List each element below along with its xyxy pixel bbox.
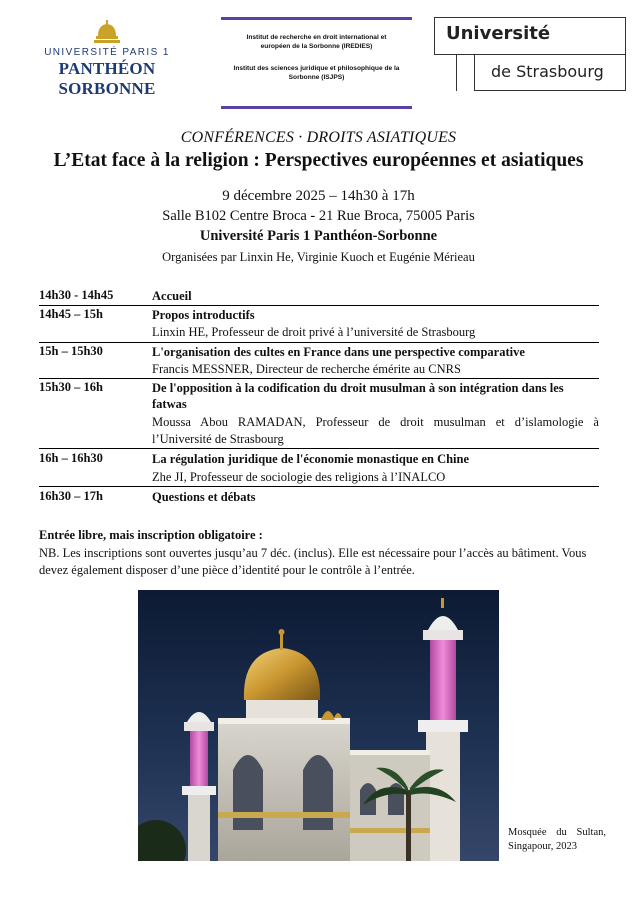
event-title: L’Etat face à la religion : Perspectives européennes et asiatiques xyxy=(53,150,584,171)
programme-divider xyxy=(39,378,599,379)
photo-caption xyxy=(508,826,606,854)
programme-divider xyxy=(39,342,599,343)
event-series: CONFÉRENCES · DROITS ASIATIQUES xyxy=(180,129,457,146)
institutes-box xyxy=(221,17,412,109)
event-university: Université Paris 1 Panthéon-Sorbonne xyxy=(199,228,438,244)
programme-title: Questions et débats xyxy=(152,490,256,504)
programme-divider xyxy=(39,305,599,306)
programme-divider xyxy=(39,448,599,449)
programme-time: 16h – 16h30 xyxy=(39,451,103,465)
mosque-photo xyxy=(138,590,499,861)
photo-caption-line-1: Mosquée du Sultan, xyxy=(508,827,606,838)
institute-iredies: Institut de recherche en droit international et européen de la Sorbonne (IREDIES) xyxy=(246,34,387,50)
programme-time: 14h45 – 15h xyxy=(39,307,103,321)
strasbourg-logo-word-1: Université xyxy=(446,23,551,44)
programme-title: La régulation juridique de l'économie monastique en Chine xyxy=(152,452,470,466)
programme-speaker: Zhe JI, Professeur de sociologie des religions à l’INALCO xyxy=(152,470,446,484)
univ-p1-big-text: PANTHÉON SORBONNE xyxy=(58,59,156,98)
institute-isjps: Institut des sciences juridique et philosophique de la Sorbonne (ISJPS) xyxy=(233,64,400,81)
programme-title: L'organisation des cultes en France dans une perspective comparative xyxy=(152,345,525,359)
strasbourg-logo xyxy=(434,17,626,91)
photo-caption-line-2: Singapour, 2023 xyxy=(508,841,577,853)
programme-speaker: Linxin HE, Professeur de droit privé à l’université de Strasbourg xyxy=(152,325,476,339)
programme-time: 16h30 – 17h xyxy=(39,489,103,503)
programme-title: Accueil xyxy=(152,289,192,303)
programme-time: 14h30 - 14h45 xyxy=(39,288,114,302)
registration-note: NB. Les inscriptions sont ouvertes jusqu’au 7 déc. (inclus). Elle est nécessaire pour l’accès au bâtiment. Vous devez également disposer d’une pièce d’identité pour le contrôle à l’entrée. xyxy=(39,546,587,577)
programme-divider xyxy=(39,486,599,487)
event-organizers: Organisées par Linxin He, Virginie Kuoch et Eugénie Mérieau xyxy=(162,250,475,264)
mosque-illustration xyxy=(138,590,499,861)
sorbonne-dome-icon xyxy=(94,20,120,44)
strasbourg-logo-word-2: de Strasbourg xyxy=(491,62,604,81)
event-venue: Salle B102 Centre Broca - 21 Rue Broca, 75005 Paris xyxy=(162,208,475,224)
pantheon-sorbonne-logo xyxy=(14,20,200,99)
univ-p1-small-text: UNIVERSITÉ PARIS 1 xyxy=(44,47,170,58)
programme-speaker: Francis MESSNER, Directeur de recherche émérite au CNRS xyxy=(152,362,461,376)
programme-time: 15h30 – 16h xyxy=(39,380,103,394)
programme-title: Propos introductifs xyxy=(152,308,255,322)
strasbourg-logo-divider xyxy=(456,55,457,91)
registration-heading: Entrée libre, mais inscription obligatoire : xyxy=(39,528,263,542)
event-date: 9 décembre 2025 – 14h30 à 17h xyxy=(222,188,415,204)
programme-speaker: Moussa Abou RAMADAN, Professeur de droit musulman et d’islamologie à l’Université de Strasbourg xyxy=(152,415,599,446)
programme-time: 15h – 15h30 xyxy=(39,344,103,358)
programme-title: De l'opposition à la codification du droit musulman à son intégration dans les fatwas xyxy=(152,381,564,412)
